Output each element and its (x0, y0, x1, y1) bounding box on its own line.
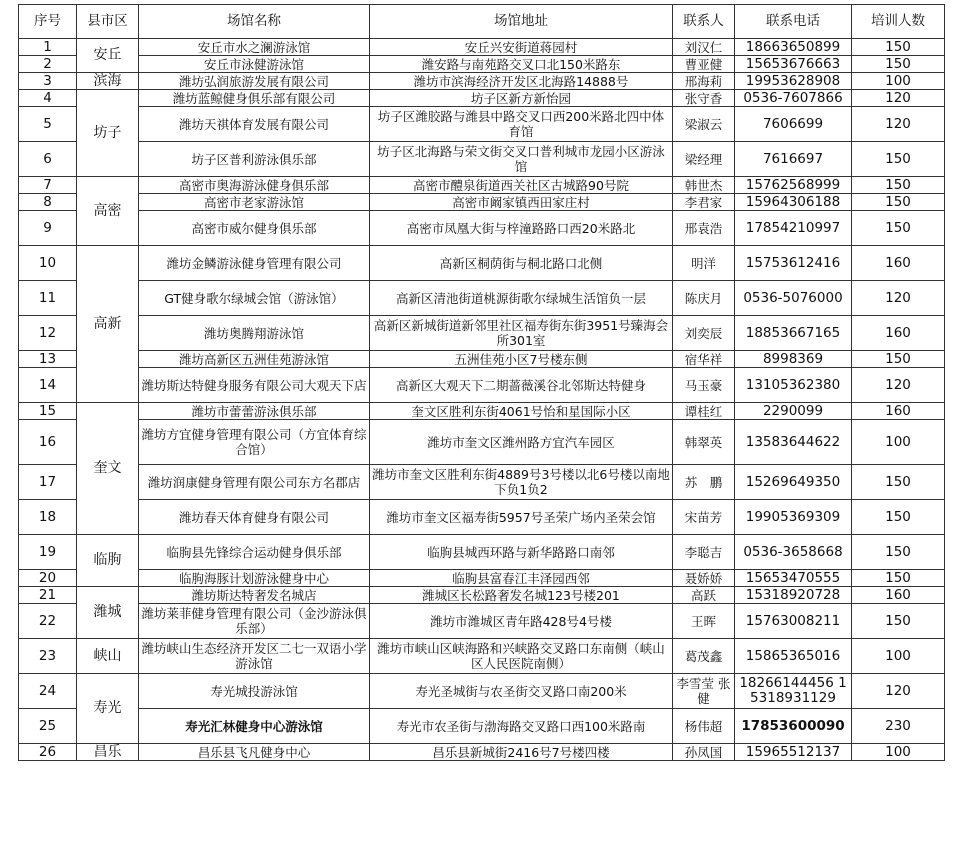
cell-address: 坊子区潍胶路与潍县中路交叉口西200米路北四中体育馆 (370, 107, 673, 142)
cell-seq: 18 (19, 500, 77, 535)
cell-trainees: 150 (852, 194, 945, 211)
cell-venue-name: 潍坊峡山生态经济开发区二七一双语小学游泳馆 (139, 639, 370, 674)
cell-seq: 12 (19, 316, 77, 351)
table-row (19, 281, 945, 316)
table-row (19, 570, 945, 587)
cell-seq: 21 (19, 587, 77, 604)
cell-phone: 15318920728 (735, 587, 852, 604)
venue-table (18, 4, 945, 761)
table-row (19, 674, 945, 709)
cell-trainees: 120 (852, 107, 945, 142)
cell-trainees: 150 (852, 56, 945, 73)
cell-phone: 7616697 (735, 142, 852, 177)
cell-contact: 李雪莹 张 健 (673, 674, 735, 709)
cell-trainees: 100 (852, 73, 945, 90)
cell-phone: 19953628908 (735, 73, 852, 90)
cell-phone: 15653676663 (735, 56, 852, 73)
cell-trainees: 230 (852, 709, 945, 744)
header-contact: 联系人 (673, 5, 735, 39)
cell-address: 昌乐县新城街2416号7号楼四楼 (370, 744, 673, 761)
header-address: 场馆地址 (370, 5, 673, 39)
cell-address: 潍城区长松路奢发名城123号楼201 (370, 587, 673, 604)
cell-contact: 谭桂红 (673, 403, 735, 420)
cell-venue-name: 坊子区普利游泳俱乐部 (139, 142, 370, 177)
cell-phone: 17854210997 (735, 211, 852, 246)
cell-seq: 24 (19, 674, 77, 709)
cell-phone: 18266144456 15318931129 (735, 674, 852, 709)
cell-seq: 11 (19, 281, 77, 316)
cell-contact: 王晖 (673, 604, 735, 639)
cell-address: 潍坊市滨海经济开发区北海路14888号 (370, 73, 673, 90)
cell-seq: 5 (19, 107, 77, 142)
cell-address: 高新区清池街道桃源街歌尔绿城生活馆负一层 (370, 281, 673, 316)
cell-venue-name: 潍坊润康健身管理有限公司东方名郡店 (139, 465, 370, 500)
cell-contact: 韩世杰 (673, 177, 735, 194)
cell-contact: 聂娇娇 (673, 570, 735, 587)
header-county: 县市区 (77, 5, 139, 39)
cell-venue-name: 寿光汇林健身中心游泳馆 (139, 709, 370, 744)
sheet-container (18, 4, 945, 761)
cell-seq: 17 (19, 465, 77, 500)
cell-county: 峡山 (77, 639, 139, 674)
cell-contact: 曹亚健 (673, 56, 735, 73)
cell-seq: 1 (19, 39, 77, 56)
cell-contact: 梁淑云 (673, 107, 735, 142)
cell-address: 寿光市农圣街与渤海路交叉路口西100米路南 (370, 709, 673, 744)
cell-contact: 梁经理 (673, 142, 735, 177)
cell-trainees: 150 (852, 465, 945, 500)
cell-phone: 13583644622 (735, 420, 852, 465)
cell-address: 高密市醴泉街道西关社区古城路90号院 (370, 177, 673, 194)
cell-venue-name: 安丘市泳健游泳馆 (139, 56, 370, 73)
cell-venue-name: 寿光城投游泳馆 (139, 674, 370, 709)
table-row (19, 107, 945, 142)
cell-contact: 杨伟超 (673, 709, 735, 744)
cell-venue-name: 临朐海豚计划游泳健身中心 (139, 570, 370, 587)
cell-phone: 7606699 (735, 107, 852, 142)
cell-seq: 16 (19, 420, 77, 465)
cell-phone: 15762568999 (735, 177, 852, 194)
cell-trainees: 150 (852, 177, 945, 194)
cell-phone: 18663650899 (735, 39, 852, 56)
cell-seq: 7 (19, 177, 77, 194)
cell-phone: 18853667165 (735, 316, 852, 351)
cell-county: 临朐 (77, 535, 139, 587)
cell-venue-name: 潍坊奥腾翔游泳馆 (139, 316, 370, 351)
cell-trainees: 150 (852, 535, 945, 570)
cell-seq: 23 (19, 639, 77, 674)
cell-contact: 李聪吉 (673, 535, 735, 570)
cell-county: 坊子 (77, 90, 139, 177)
cell-seq: 9 (19, 211, 77, 246)
table-row (19, 639, 945, 674)
table-row (19, 368, 945, 403)
cell-trainees: 150 (852, 570, 945, 587)
cell-trainees: 120 (852, 90, 945, 107)
cell-address: 寿光圣城街与农圣街交叉路口南200米 (370, 674, 673, 709)
cell-trainees: 150 (852, 211, 945, 246)
cell-venue-name: GT健身歌尔绿城会馆（游泳馆） (139, 281, 370, 316)
cell-seq: 20 (19, 570, 77, 587)
cell-phone: 2290099 (735, 403, 852, 420)
cell-contact: 高跃 (673, 587, 735, 604)
cell-contact: 宿华祥 (673, 351, 735, 368)
cell-contact: 邢袁浩 (673, 211, 735, 246)
cell-address: 高新区新城街道新邻里社区福寿街东街3951号臻海会所301室 (370, 316, 673, 351)
cell-phone: 15965512137 (735, 744, 852, 761)
table-row (19, 500, 945, 535)
cell-trainees: 120 (852, 281, 945, 316)
cell-county: 昌乐 (77, 744, 139, 761)
cell-address: 潍坊市峡山区峡海路和兴峡路交叉路口东南侧（峡山区人民医院南侧） (370, 639, 673, 674)
cell-contact: 李君家 (673, 194, 735, 211)
header-venue: 场馆名称 (139, 5, 370, 39)
cell-phone: 15653470555 (735, 570, 852, 587)
cell-venue-name: 潍坊蓝鲸健身俱乐部有限公司 (139, 90, 370, 107)
cell-venue-name: 潍坊金鳞游泳健身管理有限公司 (139, 246, 370, 281)
cell-seq: 26 (19, 744, 77, 761)
table-row (19, 39, 945, 56)
cell-address: 临朐县富春江丰泽园西邻 (370, 570, 673, 587)
cell-county: 滨海 (77, 73, 139, 90)
table-row (19, 709, 945, 744)
cell-seq: 13 (19, 351, 77, 368)
table-row (19, 420, 945, 465)
cell-address: 临朐县城西环路与新华路路口南邻 (370, 535, 673, 570)
cell-venue-name: 高密市威尔健身俱乐部 (139, 211, 370, 246)
cell-trainees: 160 (852, 246, 945, 281)
cell-venue-name: 高密市老家游泳馆 (139, 194, 370, 211)
cell-seq: 10 (19, 246, 77, 281)
table-row (19, 351, 945, 368)
cell-contact: 宋苗芳 (673, 500, 735, 535)
cell-contact: 孙凤国 (673, 744, 735, 761)
cell-trainees: 120 (852, 368, 945, 403)
cell-venue-name: 高密市奥海游泳健身俱乐部 (139, 177, 370, 194)
cell-venue-name: 潍坊高新区五洲佳苑游泳馆 (139, 351, 370, 368)
cell-venue-name: 安丘市水之澜游泳馆 (139, 39, 370, 56)
cell-phone: 15865365016 (735, 639, 852, 674)
cell-contact: 葛茂鑫 (673, 639, 735, 674)
table-row (19, 403, 945, 420)
cell-trainees: 150 (852, 500, 945, 535)
cell-phone: 15269649350 (735, 465, 852, 500)
cell-address: 高新区大观天下二期蔷薇溪谷北邻斯达特健身 (370, 368, 673, 403)
cell-trainees: 160 (852, 316, 945, 351)
cell-phone: 13105362380 (735, 368, 852, 403)
cell-venue-name: 潍坊春天体育健身有限公司 (139, 500, 370, 535)
cell-contact: 刘奕辰 (673, 316, 735, 351)
header-phone: 联系电话 (735, 5, 852, 39)
cell-phone: 0536-5076000 (735, 281, 852, 316)
table-row (19, 177, 945, 194)
cell-contact: 明洋 (673, 246, 735, 281)
table-row (19, 90, 945, 107)
cell-seq: 14 (19, 368, 77, 403)
cell-seq: 19 (19, 535, 77, 570)
cell-venue-name: 潍坊斯达特奢发名城店 (139, 587, 370, 604)
table-body (19, 39, 945, 761)
cell-venue-name: 潍坊方宜健身管理有限公司（方宜体育综合馆） (139, 420, 370, 465)
cell-venue-name: 潍坊莱菲健身管理有限公司（金沙游泳俱乐部） (139, 604, 370, 639)
cell-address: 高新区桐荫街与桐北路口北侧 (370, 246, 673, 281)
cell-county: 潍城 (77, 587, 139, 639)
cell-phone: 15753612416 (735, 246, 852, 281)
cell-venue-name: 昌乐县飞凡健身中心 (139, 744, 370, 761)
cell-seq: 8 (19, 194, 77, 211)
cell-county: 高新 (77, 246, 139, 403)
cell-trainees: 160 (852, 403, 945, 420)
cell-county: 寿光 (77, 674, 139, 744)
table-row (19, 211, 945, 246)
cell-trainees: 160 (852, 587, 945, 604)
header-row (19, 5, 945, 39)
header-trainees: 培训人数 (852, 5, 945, 39)
cell-phone: 0536-7607866 (735, 90, 852, 107)
cell-seq: 6 (19, 142, 77, 177)
cell-seq: 25 (19, 709, 77, 744)
cell-address: 奎文区胜利东街4061号怡和星国际小区 (370, 403, 673, 420)
cell-seq: 2 (19, 56, 77, 73)
cell-trainees: 150 (852, 142, 945, 177)
cell-address: 潍坊市奎文区胜利东街4889号3号楼以北6号楼以南地下负1负2 (370, 465, 673, 500)
cell-contact: 刘汉仁 (673, 39, 735, 56)
table-row (19, 56, 945, 73)
cell-phone: 19905369309 (735, 500, 852, 535)
cell-address: 高密市凤凰大街与梓潼路路口西20米路北 (370, 211, 673, 246)
cell-contact: 邢海莉 (673, 73, 735, 90)
table-row (19, 535, 945, 570)
table-row (19, 73, 945, 90)
table-row (19, 465, 945, 500)
cell-address: 五洲佳苑小区7号楼东侧 (370, 351, 673, 368)
cell-seq: 22 (19, 604, 77, 639)
table-row (19, 587, 945, 604)
cell-contact: 韩翠英 (673, 420, 735, 465)
cell-venue-name: 潍坊市蕾蕾游泳俱乐部 (139, 403, 370, 420)
cell-phone: 15964306188 (735, 194, 852, 211)
cell-county: 高密 (77, 177, 139, 246)
cell-venue-name: 潍坊斯达特健身服务有限公司大观天下店 (139, 368, 370, 403)
cell-venue-name: 临朐县先锋综合运动健身俱乐部 (139, 535, 370, 570)
cell-trainees: 100 (852, 639, 945, 674)
table-row (19, 194, 945, 211)
cell-address: 潍坊市奎文区福寿街5957号圣荣广场内圣荣会馆 (370, 500, 673, 535)
cell-venue-name: 潍坊天祺体育发展有限公司 (139, 107, 370, 142)
cell-address: 潍坊市潍城区青年路428号4号楼 (370, 604, 673, 639)
cell-trainees: 150 (852, 604, 945, 639)
header-seq: 序号 (19, 5, 77, 39)
cell-phone: 15763008211 (735, 604, 852, 639)
cell-trainees: 150 (852, 39, 945, 56)
cell-contact: 陈庆月 (673, 281, 735, 316)
cell-address: 高密市阚家镇西田家庄村 (370, 194, 673, 211)
cell-address: 潍坊市奎文区潍州路方宜汽车园区 (370, 420, 673, 465)
cell-trainees: 100 (852, 420, 945, 465)
table-row (19, 604, 945, 639)
cell-address: 潍安路与南苑路交叉口北150米路东 (370, 56, 673, 73)
table-row (19, 744, 945, 761)
cell-address: 坊子区新方新怡园 (370, 90, 673, 107)
cell-seq: 15 (19, 403, 77, 420)
cell-phone: 17853600090 (735, 709, 852, 744)
cell-contact: 马玉豪 (673, 368, 735, 403)
cell-contact: 苏 鹏 (673, 465, 735, 500)
table-row (19, 316, 945, 351)
cell-phone: 8998369 (735, 351, 852, 368)
cell-county: 安丘 (77, 39, 139, 73)
cell-county: 奎文 (77, 403, 139, 535)
cell-trainees: 100 (852, 744, 945, 761)
table-row (19, 142, 945, 177)
cell-address: 坊子区北海路与荣文街交叉口普利城市龙园小区游泳馆 (370, 142, 673, 177)
cell-phone: 0536-3658668 (735, 535, 852, 570)
cell-trainees: 120 (852, 674, 945, 709)
cell-contact: 张守香 (673, 90, 735, 107)
cell-trainees: 150 (852, 351, 945, 368)
cell-venue-name: 潍坊弘润旅游发展有限公司 (139, 73, 370, 90)
cell-seq: 4 (19, 90, 77, 107)
cell-address: 安丘兴安街道蒋园村 (370, 39, 673, 56)
cell-seq: 3 (19, 73, 77, 90)
table-row (19, 246, 945, 281)
